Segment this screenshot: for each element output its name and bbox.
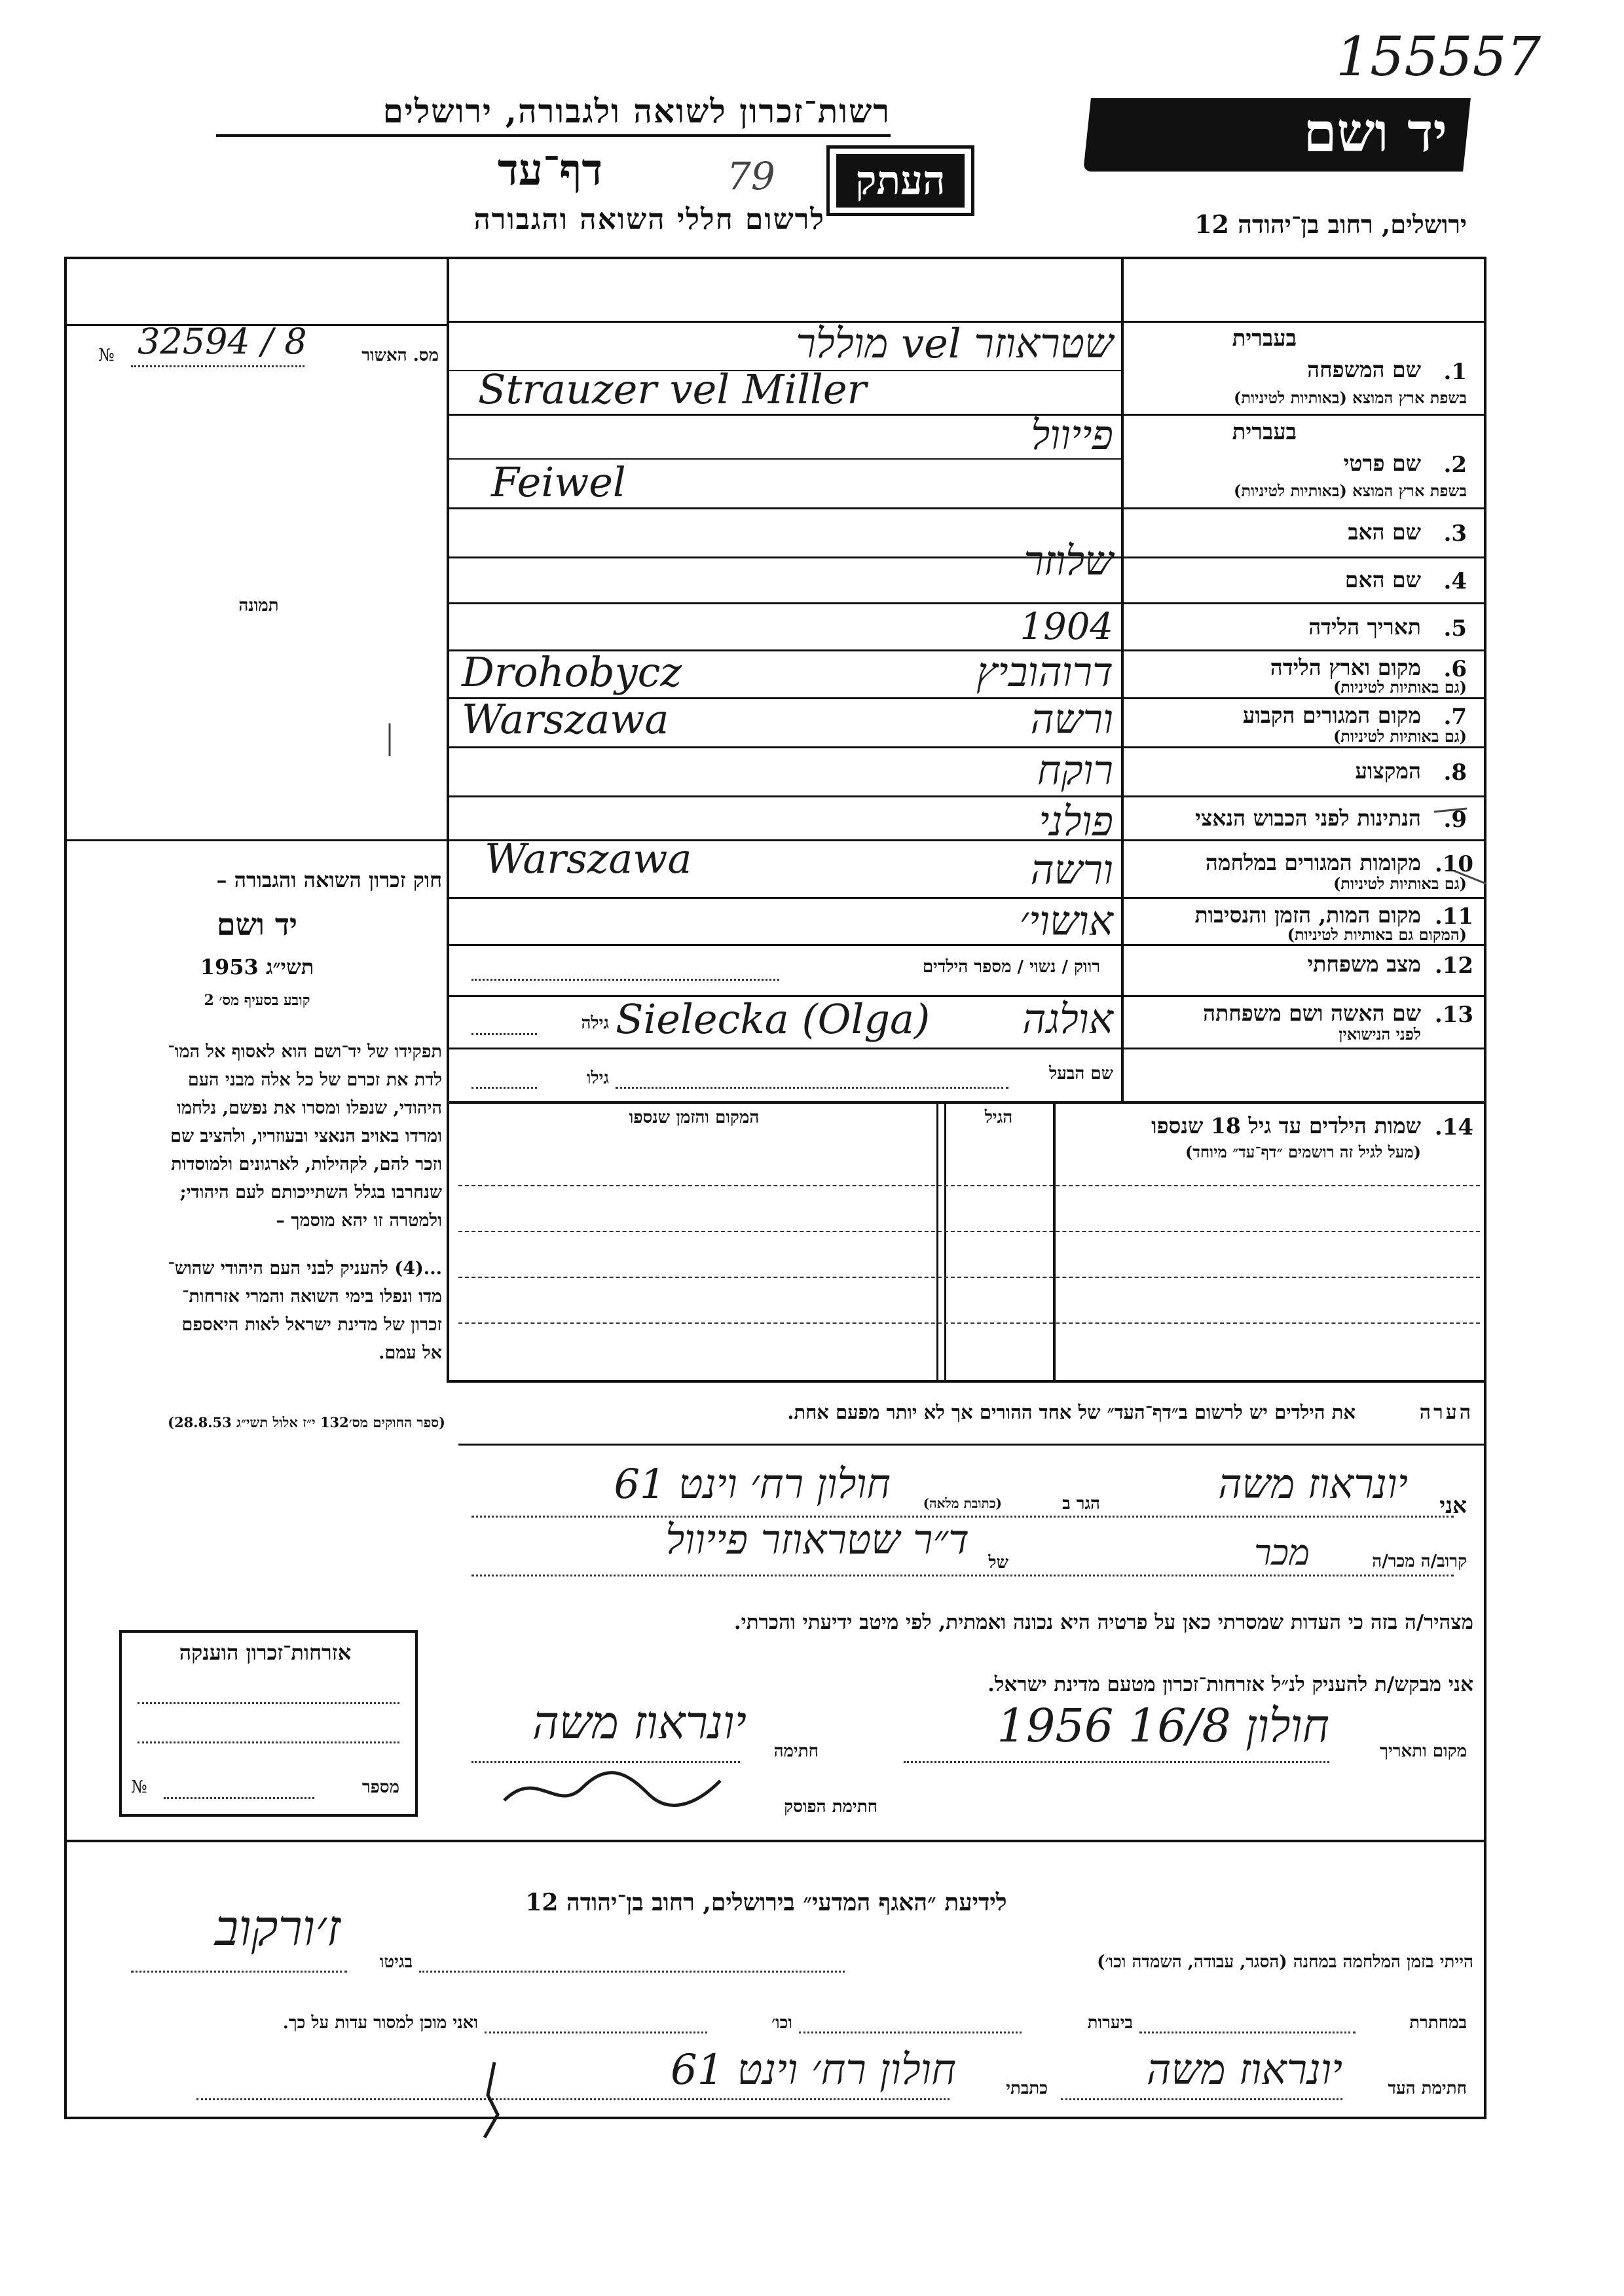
children-num: 14. bbox=[1434, 1114, 1473, 1140]
place-date-line bbox=[904, 1761, 1329, 1763]
field-label-birthdate: תאריך הלידה bbox=[1308, 614, 1421, 640]
law-clause: קובע בסעיף מס׳ 2 bbox=[204, 992, 310, 1009]
field-label-wife: שם האשה ושם משפחתה bbox=[1203, 1000, 1421, 1026]
children-age-col-left2 bbox=[944, 1104, 946, 1382]
note-label: הערה bbox=[1419, 1401, 1473, 1424]
no-symbol: № bbox=[98, 346, 115, 365]
entry-wife-latin: Sielecka (Olga) bbox=[616, 995, 931, 1043]
citizenship-request: אני מבקש/ת להעניק לנ״ל אזרחות־זכרון מטעם מדינת ישראל. bbox=[987, 1673, 1473, 1696]
field-num: 6. bbox=[1443, 656, 1467, 682]
declarant-name: יונראוז משה bbox=[1218, 1460, 1408, 1508]
citizenship-dotted bbox=[138, 1741, 399, 1743]
entry-surname-latin: Strauzer vel Miller bbox=[478, 365, 867, 413]
forests-label: ביערות bbox=[1087, 2013, 1133, 2033]
husband-label: שם הבעל bbox=[1048, 1064, 1113, 1084]
hand-mark-margin bbox=[1428, 799, 1493, 890]
form-subtitle: לרשום חללי השואה והגבורה bbox=[473, 203, 825, 236]
field-num: 3. bbox=[1443, 520, 1467, 547]
note-text: את הילדים יש לרשום ב״דף־העד״ של אחד ההורים אך לא יותר מפעם אחת. bbox=[787, 1401, 1356, 1423]
entry-nationality: פולני bbox=[1039, 797, 1113, 845]
field-num: 4. bbox=[1443, 568, 1467, 594]
wife-age-line bbox=[471, 1033, 537, 1035]
entry-father: שלוזר bbox=[1024, 537, 1113, 585]
resident-label: הגר ב bbox=[1062, 1494, 1100, 1514]
declaration-line-2 bbox=[471, 1575, 1454, 1576]
field-sub: לפני הנישואין bbox=[1338, 1025, 1421, 1044]
children-row-line bbox=[458, 1231, 1480, 1232]
law-line: תפקידו של יד־ושם הוא לאסוף אל המו־ bbox=[168, 1042, 442, 1062]
row-line bbox=[449, 1101, 1486, 1104]
entry-firstname-hebrew: פייוול bbox=[1031, 411, 1113, 459]
law-line: אל עמם. bbox=[378, 1343, 442, 1363]
children-bottom-line bbox=[449, 1380, 1486, 1383]
hiding-line bbox=[1139, 2032, 1356, 2033]
of-label: של bbox=[988, 1553, 1008, 1573]
clerk-signature bbox=[498, 1755, 733, 1827]
entry-birthplace-hebrew: דרוהוביץ bbox=[976, 648, 1113, 696]
field-sub: (גם באותיות לטיניות) bbox=[1333, 727, 1467, 746]
etc-label: וכו׳ bbox=[771, 2013, 792, 2033]
citizenship-no-symbol: № bbox=[131, 1777, 147, 1797]
copy-stamp bbox=[826, 145, 974, 216]
children-row-line bbox=[458, 1322, 1480, 1324]
lang-label: בעברית bbox=[1232, 419, 1297, 445]
entry-wartime-latin: Warszawa bbox=[485, 835, 692, 883]
children-title: שמות הילדים עד גיל 18 שנספו bbox=[1151, 1113, 1421, 1139]
ready-text: ואני מוכן למסור עדות על כך. bbox=[282, 2013, 478, 2033]
camp-dotted-line bbox=[419, 1971, 845, 1973]
law-line: ומרדו באויב הנאצי ובעוזריו, ולהציב שם bbox=[170, 1126, 442, 1146]
ghetto-label: בגיטו bbox=[379, 1952, 413, 1972]
field-label-firstname: שם פרטי bbox=[1343, 450, 1421, 476]
law-box-top bbox=[64, 839, 447, 841]
camp-line: הייתי בזמן המלחמה במחנה (הסגר, עבודה, השמדה וכו׳) bbox=[1097, 1952, 1473, 1972]
witness-line bbox=[1061, 2098, 1342, 2100]
field-num: 13. bbox=[1434, 1002, 1473, 1028]
entry-death: אושוי׳ bbox=[1019, 897, 1113, 945]
relation-label: קרוב/ה מכר/ה bbox=[1372, 1552, 1467, 1571]
note-separator bbox=[458, 1444, 1486, 1446]
entry-birthplace-latin: Drohobycz bbox=[462, 648, 682, 696]
law-title: חוק זכרון השואה והגבורה – bbox=[216, 867, 442, 892]
approval-number: 32594 / 8 bbox=[138, 321, 307, 362]
copy-stamp-text: העתק bbox=[836, 154, 965, 208]
husband-name-line bbox=[616, 1087, 1008, 1089]
field-sub: (המקום גם באותיות לטיניות) bbox=[1287, 925, 1467, 944]
hand-mark-left bbox=[380, 720, 399, 759]
entry-surname-hebrew: שטראוזר vel מוללר bbox=[796, 319, 1113, 367]
entry-profession: רוקח bbox=[1037, 746, 1113, 794]
children-row-line bbox=[458, 1277, 1480, 1278]
field-label-profession: המקצוע bbox=[1355, 758, 1421, 784]
citizenship-dotted bbox=[138, 1702, 399, 1704]
authority-underline bbox=[216, 134, 891, 137]
entry-firstname-latin: Feiwel bbox=[491, 458, 626, 506]
photo-label: תמונה bbox=[238, 596, 279, 615]
lang-label: בעברית bbox=[1232, 325, 1297, 352]
field-label-father: שם האב bbox=[1348, 519, 1421, 545]
field-sub: בשפת ארץ המוצא (באותיות לטיניות) bbox=[1234, 481, 1467, 500]
field-num: 8. bbox=[1443, 759, 1467, 786]
row-line bbox=[449, 507, 1486, 509]
footer-title: לידיעת ״האגף המדעי״ בירושלים, רחוב בן־יהודה 12 bbox=[525, 1889, 1007, 1916]
law-line: ...(4) להעניק לבני העם היהודי שהוש־ bbox=[168, 1258, 442, 1279]
header-address: ירושלים, רחוב בן־יהודה 12 bbox=[1194, 210, 1467, 239]
citizenship-number-line bbox=[164, 1797, 314, 1799]
form-title: דף־עד bbox=[497, 144, 603, 195]
witness-signature: יונראוז משה bbox=[1146, 2046, 1342, 2094]
law-name: יד ושם bbox=[216, 907, 298, 942]
approval-dotted-line bbox=[131, 365, 304, 367]
clerk-label: חתימת הפוסק bbox=[784, 1797, 877, 1817]
sidebar-divider bbox=[447, 257, 449, 1383]
row-line bbox=[449, 602, 1486, 604]
law-line: היהודי, שנפלו ומסרו את נפשם, נלחמו bbox=[176, 1098, 442, 1118]
place-date-value: חולון 16/8 1956 bbox=[997, 1699, 1329, 1753]
col-age-header: הגיל bbox=[984, 1108, 1013, 1127]
wife-age-label: גילה bbox=[581, 1013, 609, 1033]
witness-label: חתימת העד bbox=[1388, 2079, 1467, 2098]
field-label-nationality: הנתינות לפני הכבוש הנאצי bbox=[1195, 805, 1421, 831]
signature-label: חתימה bbox=[773, 1741, 819, 1761]
handwritten-ref: 79 bbox=[727, 154, 775, 198]
field-sub: (גם באותיות לטיניות) bbox=[1333, 678, 1467, 697]
archive-number: 155557 bbox=[1336, 26, 1541, 88]
relative-name: ד״ר שטראוזר פייוול bbox=[665, 1516, 969, 1563]
law-line: זכרון של מדינת ישראל לאות היאספם bbox=[181, 1315, 442, 1335]
yad-vashem-logo bbox=[1083, 98, 1471, 172]
forests-line bbox=[799, 2032, 1022, 2033]
entry-residence-hebrew: ורשה bbox=[1030, 695, 1113, 743]
field-num: 2. bbox=[1443, 452, 1467, 478]
husband-age-line bbox=[471, 1087, 537, 1089]
field-label-surname: שם המשפחה bbox=[1307, 357, 1421, 382]
field-label-mother: שם האם bbox=[1344, 567, 1421, 592]
marital-options: רווק / נשוי / מספר הילדים bbox=[922, 957, 1100, 977]
field-num: 9. bbox=[1443, 807, 1467, 833]
row-line bbox=[449, 1048, 1486, 1049]
etc-line bbox=[485, 2032, 707, 2033]
law-year: תשי״ג 1953 bbox=[200, 955, 314, 979]
law-line: ולמטרה זו יהא מוסמך – bbox=[276, 1211, 442, 1231]
field-num: 7. bbox=[1443, 704, 1467, 730]
law-line: וזכר להם, לקהילות, לארגונים ולמוסדות bbox=[171, 1154, 442, 1175]
law-text bbox=[72, 1038, 442, 1367]
marital-dotted-line bbox=[471, 979, 779, 981]
field-num: 11. bbox=[1434, 903, 1473, 930]
ghetto-value: ז׳ורקוב bbox=[214, 1899, 341, 1957]
place-date-label: מקום ותאריך bbox=[1380, 1741, 1467, 1761]
entry-birthdate: 1904 bbox=[1020, 606, 1113, 648]
field-num: 5. bbox=[1443, 615, 1467, 642]
field-sub: בשפת ארץ המוצא (באותיות לטיניות) bbox=[1234, 388, 1467, 407]
law-line: מדו ונפלו בימי השואה והמרי אזרחות־ bbox=[181, 1286, 442, 1307]
citizenship-number-label: מספר bbox=[361, 1777, 399, 1797]
law-source: (ספר החוקים מס׳132 י״ז אלול תשי״ג 28.8.53) bbox=[168, 1414, 445, 1430]
entry-residence-latin: Warszawa bbox=[462, 695, 669, 743]
husband-age-label: גילו bbox=[586, 1068, 609, 1088]
signature-value: יונראוז משה bbox=[532, 1696, 747, 1749]
citizenship-box-title: אזרחות־זכרון הוענקה bbox=[179, 1640, 352, 1665]
law-line: שנחרבו בגלל השתייכותם לעם היהודי; bbox=[179, 1182, 442, 1203]
children-row-line bbox=[458, 1185, 1480, 1186]
field-num: 12. bbox=[1434, 953, 1473, 979]
label-column-divider bbox=[1121, 257, 1124, 1101]
authority-header: רשות־זכרון לשואה ולגבורה, ירושלים bbox=[382, 92, 891, 130]
logo-text: יד ושם bbox=[1303, 101, 1448, 164]
field-label-marital: מצב משפחתי bbox=[1307, 951, 1421, 977]
footer-separator bbox=[64, 1840, 1486, 1842]
hiding-label: במחתרת bbox=[1409, 2013, 1467, 2033]
field-num: 10. bbox=[1434, 851, 1473, 877]
approval-label: מס. האשור bbox=[361, 346, 439, 365]
declarant-address: חולון רח׳ וינט 61 bbox=[614, 1460, 891, 1508]
witness-address: חולון רח׳ וינט 61 bbox=[670, 2046, 956, 2094]
children-sub: (מעל לגיל זה רושמים ״דף־עד״ מיוחד) bbox=[1185, 1142, 1421, 1161]
field-label-wartime: מקומות המגורים במלחמה bbox=[1205, 850, 1421, 875]
entry-wife-hebrew: אולגה bbox=[1022, 995, 1113, 1043]
col-place-header: המקום והזמן שנספו bbox=[629, 1108, 760, 1127]
law-line: לדת את זכרם של כל אלה מבני העם bbox=[187, 1070, 442, 1090]
declaration-statement: מצהיר/ה בזה כי העדות שמסרתי כאן על פרטיה היא נכונה ואמתית, לפי מיטב ידיעתי והכרתי. bbox=[733, 1611, 1473, 1634]
witness-address-line bbox=[196, 2098, 950, 2100]
relation-value: מכר bbox=[1254, 1532, 1310, 1573]
field-label-death: מקום המות, הזמן והנסיבות bbox=[1194, 902, 1421, 928]
field-sub: (גם באותיות לטיניות) bbox=[1333, 874, 1467, 893]
children-col-divider bbox=[1053, 1104, 1056, 1382]
witness-address-label: כתבתי bbox=[1006, 2079, 1048, 2098]
address-sub-label: (כתובת מלאה) bbox=[923, 1495, 1002, 1511]
field-label-residence: מקום המגורים הקבוע bbox=[1242, 702, 1421, 728]
field-num: 1. bbox=[1443, 359, 1467, 385]
children-age-col-left bbox=[936, 1104, 938, 1382]
declaration-ani: אני bbox=[1439, 1493, 1467, 1519]
entry-wartime-hebrew: ורשה bbox=[1030, 846, 1113, 894]
field-label-birthplace: מקום וארץ הלידה bbox=[1270, 655, 1421, 680]
hand-mark-scribble bbox=[458, 2056, 511, 2141]
ghetto-line bbox=[131, 1971, 347, 1973]
